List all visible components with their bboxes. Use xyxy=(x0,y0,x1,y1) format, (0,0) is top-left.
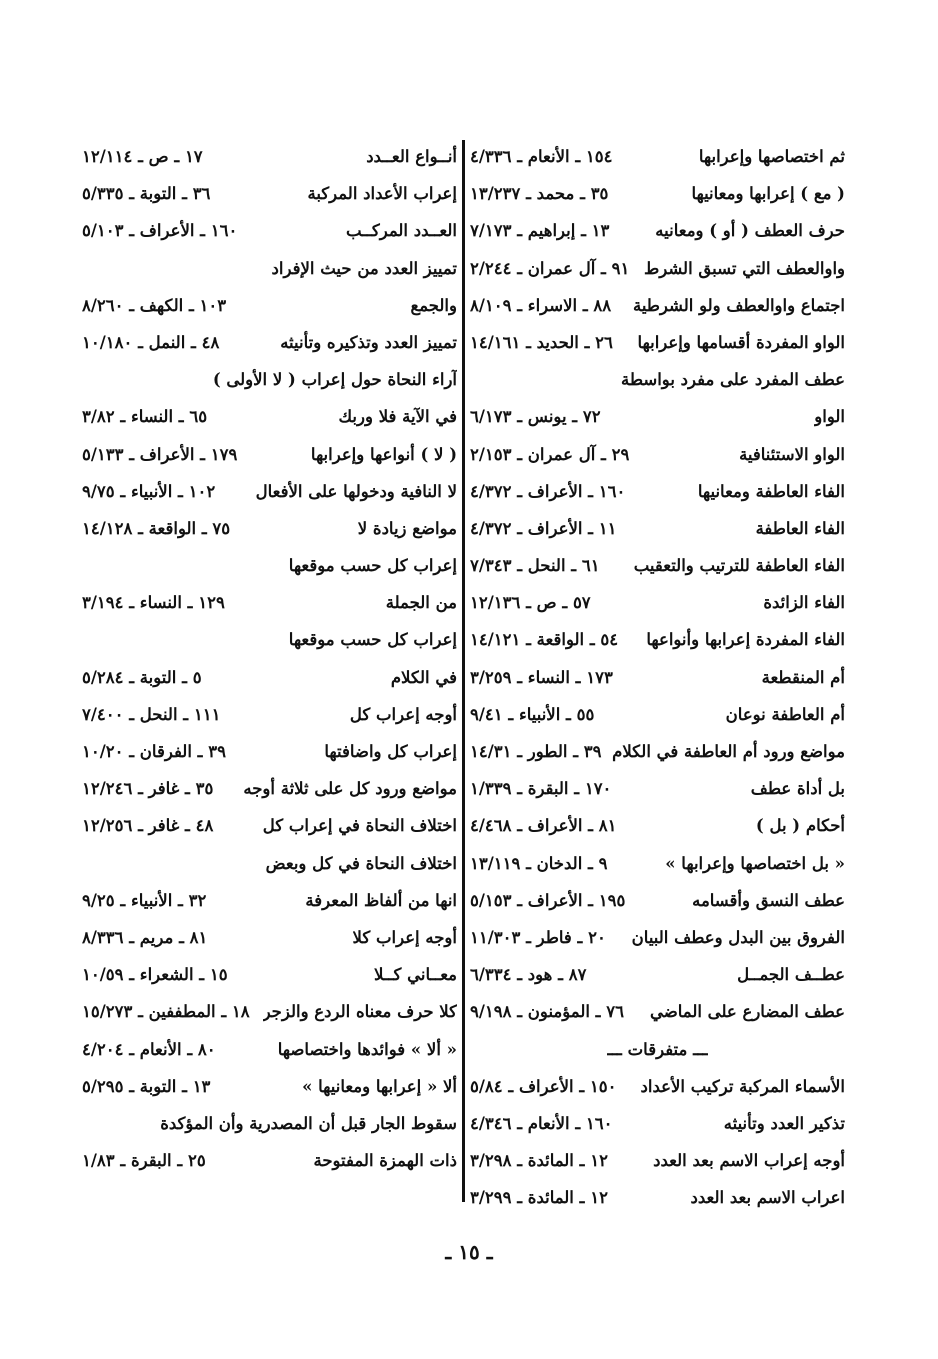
index-column-right xyxy=(470,138,845,1216)
entry-topic: عطــف الجمــل xyxy=(737,965,845,985)
entry-reference: ١٣ ـ التوبة ـ ٥/٢٩٥ xyxy=(82,1076,211,1096)
entry-reference: ١٧ ـ ص ـ ١٢/١١٤ xyxy=(82,147,203,166)
index-entry xyxy=(82,993,457,1030)
index-entry xyxy=(470,398,845,435)
index-entry xyxy=(470,807,845,844)
entry-reference: ٢٩ ـ آل عمران ـ ٢/١٥٣ xyxy=(470,444,630,464)
index-entry xyxy=(470,175,845,212)
index-entry xyxy=(82,696,457,733)
entry-reference: ١٢٩ ـ النساء ـ ٣/١٩٤ xyxy=(82,593,225,613)
entry-topic: أوجه إعراب كل xyxy=(349,704,457,724)
entry-topic: ( مع ) إعرابها ومعانيها xyxy=(691,184,845,204)
entry-topic: في الآية فلا وربك xyxy=(338,407,457,427)
entry-topic: تمييز العدد من حيث الإفراد xyxy=(271,258,457,278)
entry-topic: معــاني كــلا xyxy=(374,965,457,985)
index-entry xyxy=(82,287,457,324)
entry-reference: ١٠٣ ـ الكهف ـ ٨/٢٦٠ xyxy=(82,295,227,315)
entry-topic: « ألا » فوائدها واختصاصها xyxy=(277,1039,457,1059)
index-entry xyxy=(470,1105,845,1142)
index-entry xyxy=(82,361,457,398)
entry-topic: أوجه إعراب الاسم بعد العدد xyxy=(653,1151,845,1171)
index-entry xyxy=(82,1142,457,1179)
entry-reference: ١٧٠ ـ البقرة ـ ١/٣٣٩ xyxy=(470,779,612,799)
entry-reference: ٤٨ ـ غافر ـ ١٢/٢٥٦ xyxy=(82,816,214,836)
index-entry xyxy=(82,473,457,510)
index-entry xyxy=(82,807,457,844)
entry-reference: ٥ ـ التوبة ـ ٥/٢٨٤ xyxy=(82,667,202,687)
index-entry xyxy=(82,956,457,993)
entry-reference: ٣٥ ـ محمد ـ ١٣/٢٣٧ xyxy=(470,184,609,204)
entry-topic: أم المنقطعة xyxy=(761,667,845,687)
entry-topic: الفاء العاطفة للترتيب والتعقيب xyxy=(633,556,845,576)
entry-reference: ٦١ ـ النحل ـ ٧/٣٤٣ xyxy=(470,556,600,576)
index-entry xyxy=(470,993,845,1030)
index-entry xyxy=(470,324,845,361)
entry-reference: ١٢ ـ المائدة ـ ٣/٢٩٩ xyxy=(470,1188,608,1208)
entry-reference: ٣٢ ـ الأنبياء ـ ٩/٢٥ xyxy=(82,890,207,910)
entry-reference: ١١١ ـ النحل ـ ٧/٤٠٠ xyxy=(82,704,221,724)
index-entry xyxy=(470,287,845,324)
entry-topic: الفاء العاطفة xyxy=(755,518,845,538)
index-entry xyxy=(82,621,457,658)
index-entry xyxy=(82,436,457,473)
entry-topic: إعراب كل حسب موقعها xyxy=(288,630,457,650)
entry-topic: أنــواع العــدد xyxy=(366,147,457,166)
index-entry xyxy=(82,138,457,175)
entry-topic: الواو المفردة أقسامها وإعرابها xyxy=(637,332,845,352)
entry-reference: ١٥٤ ـ الأنعام ـ ٤/٣٣٦ xyxy=(470,147,613,166)
entry-topic: أحكام ( بل ) xyxy=(755,816,845,836)
index-entry xyxy=(82,175,457,212)
index-entry xyxy=(82,1068,457,1105)
index-entry xyxy=(470,584,845,621)
entry-topic: ذات الهمزة المفتوحة xyxy=(313,1151,457,1171)
index-entry xyxy=(82,845,457,882)
index-entry xyxy=(470,212,845,249)
entry-reference: ١٧٣ ـ النساء ـ ٣/٢٥٩ xyxy=(470,667,613,687)
index-entry xyxy=(82,324,457,361)
index-entry xyxy=(82,733,457,770)
entry-topic: تذكير العدد وتأنيثه xyxy=(723,1113,845,1133)
index-entry xyxy=(82,250,457,287)
index-entry xyxy=(470,919,845,956)
entry-reference: ١٨ ـ المطففين ـ ١٥/٢٧٣ xyxy=(82,1002,250,1022)
entry-topic: اعراب الاسم بعد العدد xyxy=(690,1188,845,1208)
entry-topic: إعراب الأعداد المركبة xyxy=(307,184,457,204)
index-entry xyxy=(470,1068,845,1105)
entry-topic: أوجه إعراب كلا xyxy=(352,927,457,947)
entry-topic: انها من ألفاظ المعرفة xyxy=(305,890,457,910)
index-entry xyxy=(470,361,845,398)
entry-reference: ٢٠ ـ فاطر ـ ١١/٣٠٣ xyxy=(470,927,606,947)
entry-reference: ٣٥ ـ غافر ـ ١٢/٢٤٦ xyxy=(82,779,214,799)
index-entry xyxy=(82,212,457,249)
index-entry xyxy=(470,547,845,584)
entry-reference: ٥٥ ـ الأنبياء ـ ٩/٤١ xyxy=(470,704,595,724)
entry-topic: والجمع xyxy=(410,295,457,315)
entry-topic: ثم اختصاصها وإعرابها xyxy=(698,147,845,166)
entry-topic: الواو الاستئنافية xyxy=(739,444,845,464)
entry-topic: ( لا ) أنواعها وإعرابها xyxy=(310,444,457,464)
entry-reference: ٨٨ ـ الاسراء ـ ٨/١٠٩ xyxy=(470,295,612,315)
entry-reference: ٨٠ ـ الأنعام ـ ٤/٢٠٤ xyxy=(82,1039,216,1059)
index-entry xyxy=(470,696,845,733)
index-entry xyxy=(470,473,845,510)
entry-reference: ١٢ ـ المائدة ـ ٣/٢٩٨ xyxy=(470,1151,608,1171)
entry-topic: ألا « إعرابها ومعانيها » xyxy=(302,1076,457,1096)
index-entry xyxy=(470,956,845,993)
entry-topic: واوالعطف التي تسبق الشرط xyxy=(643,258,845,278)
index-entry xyxy=(470,138,845,175)
entry-topic: ـــ متفرقات ـــ xyxy=(607,1039,708,1059)
entry-reference: ٧٥ ـ الواقعة ـ ١٤/١٢٨ xyxy=(82,518,231,538)
entry-reference: ١٥ ـ الشعراء ـ ١٠/٥٩ xyxy=(82,965,228,985)
index-entry xyxy=(82,659,457,696)
entry-topic: تمييز العدد وتذكيره وتأنيثه xyxy=(280,332,457,352)
entry-topic: في الكلام xyxy=(390,667,457,687)
entry-reference: ١١ ـ الأعراف ـ ٤/٣٧٢ xyxy=(470,518,617,538)
entry-topic: كلا حرف معناه الردع والزجر xyxy=(262,1002,457,1022)
index-entry xyxy=(470,770,845,807)
entry-reference: ٥٤ ـ الواقعة ـ ١٤/١٢١ xyxy=(470,630,619,650)
entry-topic: عطف المضارع على الماضي xyxy=(650,1002,845,1022)
entry-topic: الفاء الزائدة xyxy=(763,593,845,613)
index-entry xyxy=(82,919,457,956)
entry-topic: لا النافية ودخولها على الأفعال xyxy=(255,481,457,501)
index-entry xyxy=(82,584,457,621)
index-entry xyxy=(470,1031,845,1068)
entry-reference: ٥٧ ـ ص ـ ١٢/١٣٦ xyxy=(470,593,591,613)
index-entry xyxy=(470,733,845,770)
index-entry xyxy=(82,398,457,435)
index-entry xyxy=(470,510,845,547)
entry-reference: ٢٦ ـ الحديد ـ ١٤/١٦١ xyxy=(470,332,613,352)
entry-topic: آراء النحاة حول إعراب ( لا الأولى ) xyxy=(212,370,457,390)
entry-topic: اختلاف النحاة في كل وبعض xyxy=(265,853,457,873)
index-entry xyxy=(82,882,457,919)
entry-topic: الواو xyxy=(814,407,845,427)
entry-reference: ١٥٠ ـ الأعراف ـ ٥/٨٤ xyxy=(470,1076,617,1096)
entry-reference: ٣٩ ـ الفرقان ـ ١٠/٢٠ xyxy=(82,742,226,761)
column-divider xyxy=(462,140,465,1202)
index-entry xyxy=(470,250,845,287)
index-entry xyxy=(470,845,845,882)
entry-topic: مواضع زيادة لا xyxy=(357,518,457,538)
index-entry xyxy=(82,770,457,807)
index-entry xyxy=(470,1142,845,1179)
index-column-left xyxy=(82,138,457,1179)
page-number: ـ ١٥ ـ xyxy=(445,1240,493,1264)
entry-reference: ١٩٥ ـ الأعراف ـ ٥/١٥٣ xyxy=(470,890,626,910)
entry-topic: من الجملة xyxy=(385,593,457,613)
entry-reference: ٩ ـ الدخان ـ ١٣/١١٩ xyxy=(470,853,608,873)
entry-topic: اختلاف النحاة في إعراب كل xyxy=(262,816,457,836)
index-entry xyxy=(82,510,457,547)
index-entry xyxy=(470,1179,845,1216)
entry-reference: ٤٨ ـ النمل ـ ١٠/١٨٠ xyxy=(82,332,220,352)
entry-topic: الأسماء المركبة تركيب الأعداد xyxy=(640,1076,845,1096)
entry-topic: اجتماع واوالعطف ولو الشرطية xyxy=(632,295,845,315)
index-entry xyxy=(470,882,845,919)
entry-reference: ١٦٠ ـ الأعراف ـ ٤/٣٧٢ xyxy=(470,481,626,501)
entry-reference: ١٧٩ ـ الأعراف ـ ٥/١٣٣ xyxy=(82,444,238,464)
entry-topic: إعراب كل واضافتها xyxy=(324,742,457,761)
entry-reference: ٦٥ ـ النساء ـ ٣/٨٢ xyxy=(82,407,208,427)
entry-topic: مواضع ورود كل على ثلاثة أوجه xyxy=(243,779,457,799)
entry-reference: ١٦٠ ـ الأعراف ـ ٥/١٠٣ xyxy=(82,221,238,241)
entry-reference: ٩١ ـ آل عمران ـ ٢/٢٤٤ xyxy=(470,258,630,278)
entry-reference: ١٠٢ ـ الأنبياء ـ ٩/٧٥ xyxy=(82,481,216,501)
entry-topic: الفاء المفردة إعرابها وأنواعها xyxy=(646,630,845,650)
entry-topic: الفاء العاطفة ومعانيها xyxy=(697,481,845,501)
entry-topic: حرف العطف ( أو ) ومعانيه xyxy=(655,221,845,241)
entry-reference: ٨١ ـ الأعراف ـ ٤/٤٦٨ xyxy=(470,816,617,836)
entry-topic: بل أداة عطف xyxy=(750,779,845,799)
entry-topic: سقوط الجار قبل أن المصدرية وأن المؤكدة xyxy=(160,1113,457,1133)
entry-topic: إعراب كل حسب موقعها xyxy=(288,556,457,576)
index-entry xyxy=(470,621,845,658)
entry-reference: ٣٩ ـ الطور ـ ١٤/٣١ xyxy=(470,742,602,761)
entry-topic: عطف المفرد على مفرد بواسطة xyxy=(621,370,845,390)
entry-topic: مواضع ورود أم العاطفة في الكلام xyxy=(612,742,845,761)
entry-reference: ٢٥ ـ البقرة ـ ١/٨٣ xyxy=(82,1151,206,1171)
entry-reference: ٨٧ ـ هود ـ ٦/٣٣٤ xyxy=(470,965,587,985)
index-entry xyxy=(82,1105,457,1142)
entry-reference: ١٦٠ ـ الأنعام ـ ٤/٣٤٦ xyxy=(470,1113,613,1133)
entry-reference: ٨١ ـ مريم ـ ٨/٣٣٦ xyxy=(82,927,208,947)
entry-topic: الفروق بين البدل وعطف البيان xyxy=(631,927,845,947)
entry-reference: ٧٦ ـ المؤمنون ـ ٩/١٩٨ xyxy=(470,1002,624,1022)
entry-reference: ١٣ ـ إبراهيم ـ ٧/١٧٣ xyxy=(470,221,610,241)
entry-topic: « بل اختصاصها وإعرابها » xyxy=(665,853,845,873)
index-entry xyxy=(82,1031,457,1068)
index-entry xyxy=(470,659,845,696)
index-entry xyxy=(470,436,845,473)
entry-topic: عطف النسق وأقسامه xyxy=(692,890,845,910)
entry-topic: العــدد المركــب xyxy=(346,221,457,241)
entry-reference: ٣٦ ـ التوبة ـ ٥/٣٣٥ xyxy=(82,184,211,204)
index-entry xyxy=(82,547,457,584)
entry-topic: أم العاطفة نوعان xyxy=(725,704,845,724)
entry-reference: ٧٢ ـ يونس ـ ٦/١٧٣ xyxy=(470,407,601,427)
